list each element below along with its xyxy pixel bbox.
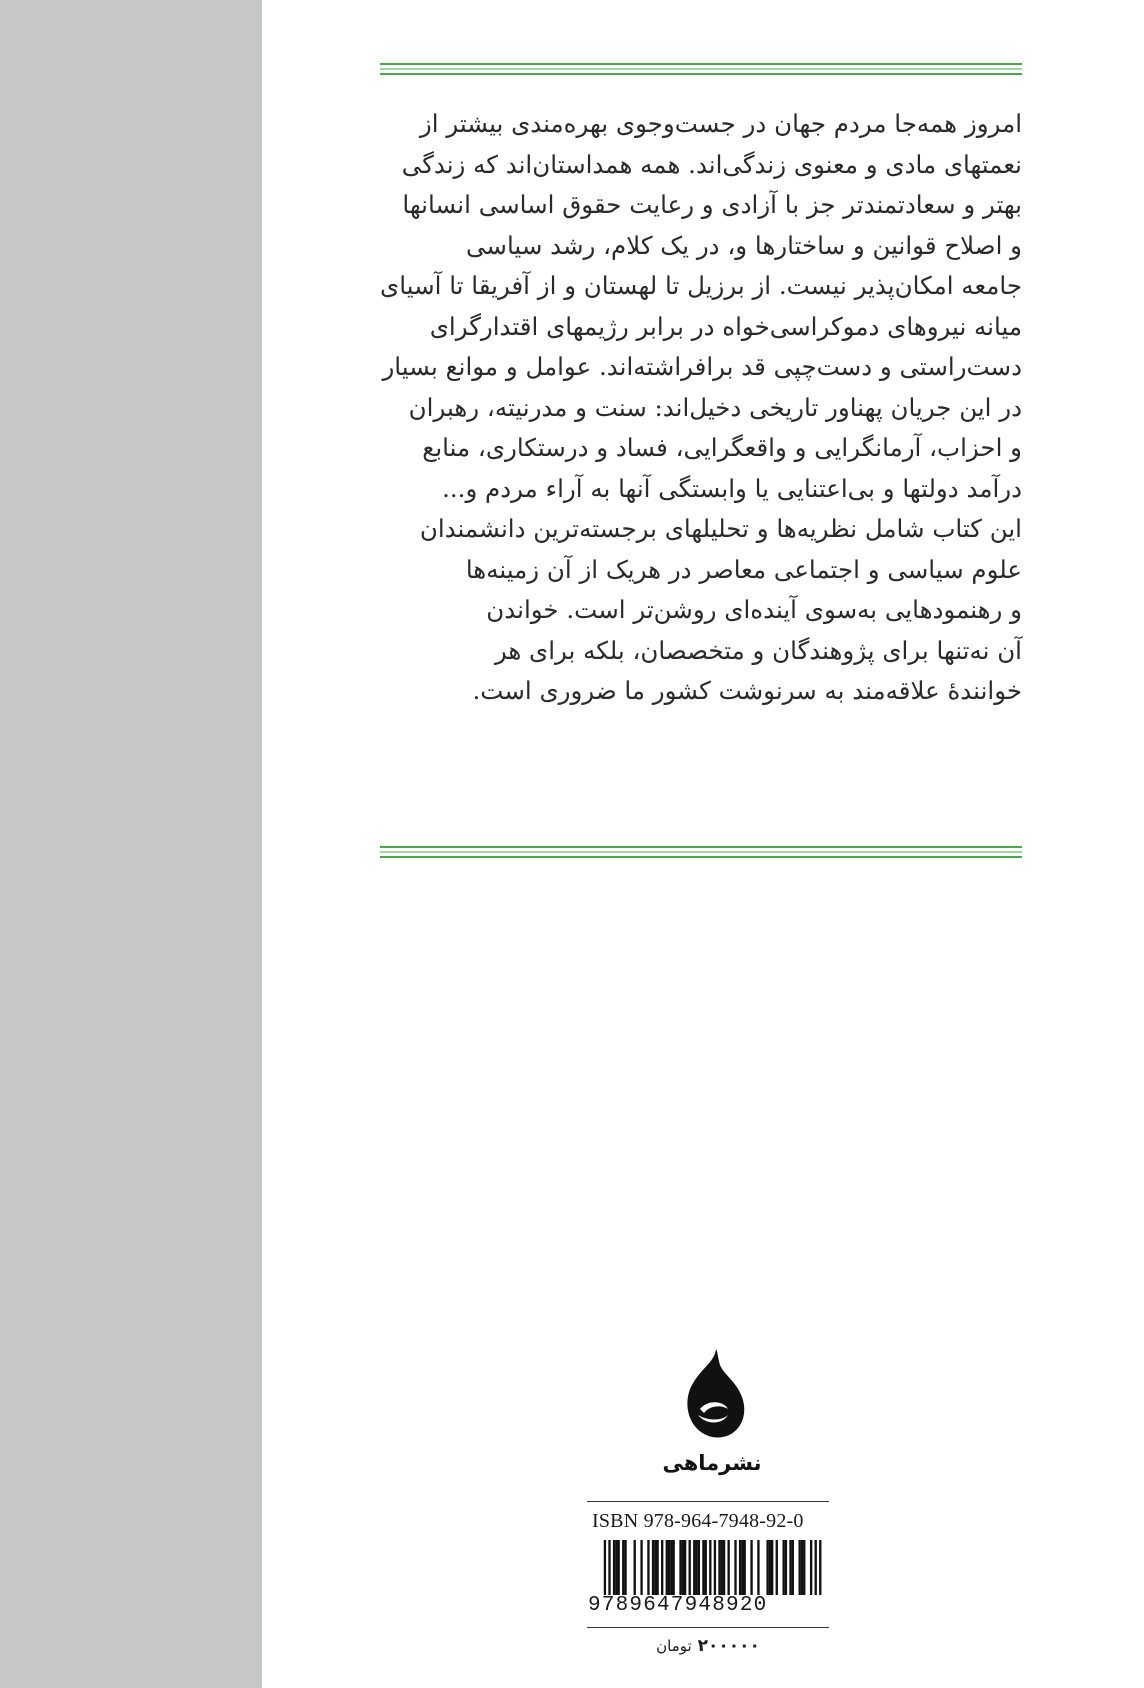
barcode-bar [693, 1540, 695, 1596]
barcode-bar [634, 1540, 636, 1596]
barcode-bar [776, 1540, 778, 1596]
top-decorative-rule [380, 63, 1022, 79]
publisher-name: نشرماهی [662, 1451, 762, 1475]
barcode-bar [727, 1540, 729, 1596]
blurb-line: میانه نیروهای دموکراسی‌خواه در برابر رژیمهای اقتدارگرای [429, 311, 1022, 341]
blurb-line: آن نه‌تنها برای پژوهندگان و متخصصان، بلکه برای هر [494, 635, 1022, 665]
barcode-bar [702, 1540, 704, 1596]
blurb-line: جامعه امکان‌پذیر نیست. از برزیل تا لهستان و از آفریقا تا آسیای [380, 271, 1022, 300]
barcode-bar [618, 1540, 620, 1596]
barcode-bar [741, 1540, 743, 1596]
barcode-bar [654, 1540, 656, 1596]
barcode-bar [803, 1540, 805, 1596]
barcode-bar [682, 1540, 684, 1596]
barcode-bar [718, 1540, 720, 1596]
barcode-bar [782, 1540, 784, 1596]
barcode-bar [640, 1540, 642, 1596]
barcode-bar [668, 1540, 670, 1596]
barcode-bar [695, 1540, 697, 1596]
barcode-bar [801, 1540, 803, 1596]
publisher-logo [652, 1345, 772, 1495]
barcode-bar [789, 1540, 791, 1596]
barcode-bar [647, 1540, 649, 1596]
blurb-line: نعمتهای مادی و معنوی زندگی‌اند. همه همداستان‌اند که زندگی [401, 149, 1022, 179]
barcode-bar [698, 1540, 700, 1596]
blurb-line: بهتر و سعادتمندتر جز با آزادی و رعایت حقوق اساسی انسانها [402, 190, 1022, 219]
blurb-line: این کتاب شامل نظریه‌ها و تحلیلهای برجسته‌ترین دانشمندان [419, 514, 1022, 543]
isbn-top-rule [587, 1501, 829, 1502]
price-amount: ۲۰۰۰۰۰ [697, 1636, 760, 1656]
blurb-line: امروز همه‌جا مردم جهان در جست‌وجوی بهره‌مندی بیشتر از [419, 109, 1022, 138]
barcode-bar [739, 1540, 741, 1596]
blurb-line: دست‌راستی و دست‌چپی قد برافراشته‌اند. عوامل و موانع بسیار [382, 352, 1022, 381]
barcode-bar [613, 1540, 615, 1596]
barcode-bar [666, 1540, 668, 1596]
blurb-line: و اصلاح قوانین و ساختارها و، در یک کلام، رشد سیاسی [466, 230, 1022, 260]
book-spine-band [0, 0, 262, 1688]
price-top-rule [587, 1627, 829, 1628]
barcode-bar [684, 1540, 686, 1596]
blurb-line: علوم سیاسی و اجتماعی معاصر در هریک از آن زمینه‌ها [465, 554, 1022, 584]
barcode-bar [792, 1540, 794, 1596]
barcode-bar [670, 1540, 672, 1596]
barcode-bar [656, 1540, 658, 1596]
barcode-bar [766, 1540, 768, 1596]
barcode-bar [757, 1540, 759, 1596]
blurb-line: و رهنمودهایی به‌سوی آینده‌ای روشن‌تر است. خواندن [486, 595, 1022, 624]
barcode-bar [771, 1540, 773, 1596]
blurb-line: در این جریان پهناور تاریخی دخیل‌اند: سنت و مدرنیته، رهبران [408, 392, 1022, 422]
barcode-bar [705, 1540, 707, 1596]
barcode-bar [769, 1540, 771, 1596]
isbn-label: ISBN 978-964-7948-92-0 [592, 1510, 804, 1532]
price [587, 1636, 829, 1656]
barcode-bar [661, 1540, 663, 1596]
barcode-bar [615, 1540, 617, 1596]
barcode-bar [624, 1540, 626, 1596]
blurb-line: و احزاب، آرمانگرایی و واقعگرایی، فساد و درستکاری، منابع [422, 433, 1022, 462]
price-currency: تومان [656, 1637, 692, 1655]
barcode-bar [744, 1540, 746, 1596]
barcode-bar [799, 1540, 801, 1596]
barcode-bar [734, 1540, 736, 1596]
barcode-bar [785, 1540, 787, 1596]
barcode-bar [679, 1540, 681, 1596]
barcode-bar [750, 1540, 752, 1596]
back-cover-blurb [380, 104, 1022, 712]
blurb-line: درآمد دولتها و بی‌اعتنایی یا وابستگی آنها به آراء مردم و... [442, 473, 1022, 503]
fish-drop-logo-icon [652, 1345, 772, 1450]
bottom-decorative-rule [380, 846, 1022, 862]
barcode-bar [672, 1540, 674, 1596]
barcode-bar [622, 1540, 624, 1596]
barcode-bar [689, 1540, 691, 1596]
barcode-bar [723, 1540, 725, 1596]
barcode-digits: 9789647948920 [588, 1595, 828, 1617]
barcode-bar [721, 1540, 723, 1596]
blurb-line: خوانندهٔ علاقه‌مند به سرنوشت کشور ما ضروری است. [472, 676, 1022, 705]
barcode-bar [652, 1540, 654, 1596]
barcode-bar [810, 1540, 812, 1596]
